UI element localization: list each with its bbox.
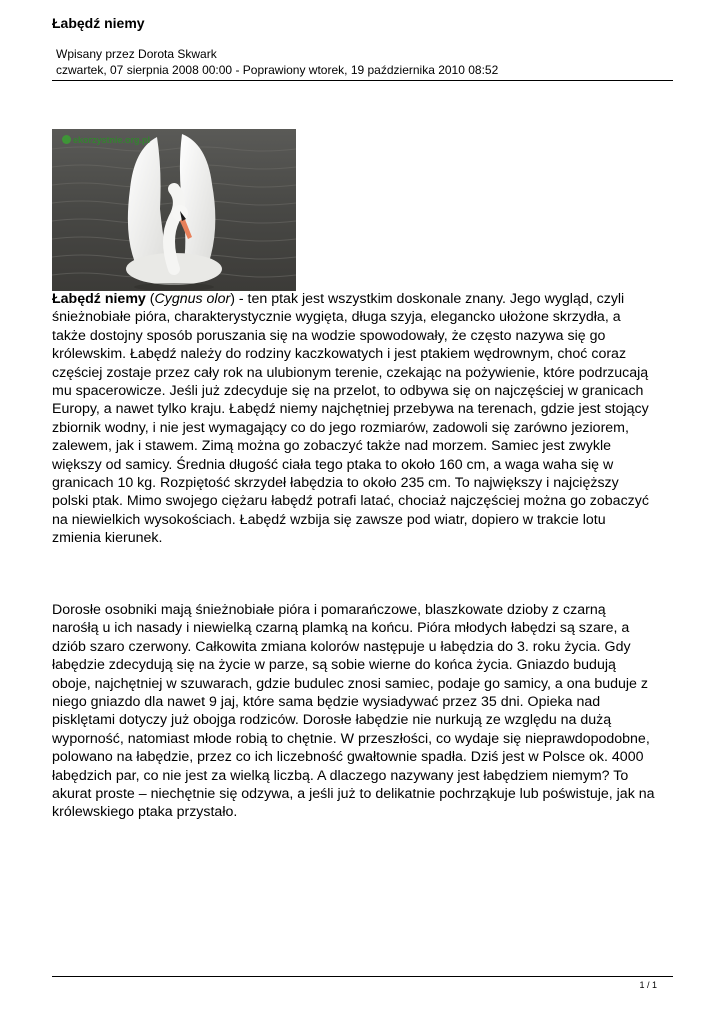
species-name: Łabędź niemy — [52, 291, 146, 307]
date-line: czwartek, 07 sierpnia 2008 00:00 - Poprawiony wtorek, 19 października 2010 08:52 — [56, 63, 499, 77]
text-line: zmienia kierunek. — [52, 530, 163, 547]
text-line: królewskiego ptaka przystało. — [52, 804, 238, 821]
text-line: dziób szaro czerwony. Całkowita zmiana kolorów następuje u łabędzia do 3. roku życia. Gdy — [52, 638, 631, 655]
first-line-text: ) - ten ptak jest wszystkim doskonale znany. Jego wygląd, czyli — [230, 291, 625, 307]
author-line: Wpisany przez Dorota Skwark — [56, 47, 217, 61]
swan-illustration — [52, 129, 296, 291]
article-paragraph-1 — [52, 290, 676, 548]
footer-divider — [52, 976, 673, 977]
text-line: pisklętami dotyczy już obojga rodziców. Dorosłe łabędzie nie nurkują ze względu na dużą — [52, 712, 612, 729]
text-line: polowano na łabędzie, przez co ich liczebność gwałtownie spadła. Dziś jest w Polsce ok. 4000 — [52, 749, 644, 766]
text-line: granicach 10 kg. Rozpiętość skrzydeł łabędzia to około 235 cm. To największy i najcięższy — [52, 475, 619, 492]
watermark-logo — [62, 135, 150, 145]
header-divider — [52, 80, 673, 81]
watermark-text: ekorzystnie.org.pl — [73, 135, 151, 145]
text-line: częściej zostaje przez cały rok na ulubionym terenie, czekając na pożywienie, które podrzucają — [52, 364, 649, 381]
swan-photo — [52, 129, 296, 291]
text-line: królewskim. Łabędź należy do rodziny kaczkowatych i jest ptakiem wędrownym, choć coraz — [52, 346, 627, 363]
text-line: zalewem, jak i stawem. Zimą można go zobaczyć także nad morzem. Samiec jest zwykle — [52, 438, 612, 455]
leaf-icon — [62, 135, 71, 144]
text-line: mu spacerowicze. Jeśli już zdecyduje się na przelot, to odbywa się on najczęściej w granicach — [52, 383, 644, 400]
page-title: Łabędź niemy — [52, 15, 145, 31]
page-number: 1 / 1 — [639, 980, 657, 990]
text-line: Europy, a nawet tylko kraju. Łabędź niemy najchętniej przebywa na terenach, gdzie jest stojący — [52, 401, 649, 418]
text-line: oboje, najchętniej w szuwarach, gdzie budulec znosi samiec, podaje go samicy, a ona buduje z — [52, 675, 648, 692]
text-line: łabędzie zdecydują się na życie w parze, są sobie wierne do końca życia. Gniazdo budują — [52, 657, 616, 674]
text-line: wyporność, natomiast młode robią to chętnie. W przeszłości, co wydaje się nieprawdopodobne, — [52, 730, 650, 747]
open-paren: ( — [145, 291, 155, 307]
text-line: łabędzich par, co nie jest za wielką liczbą. A dlaczego nazywany jest łabędziem niemym? To — [52, 767, 629, 784]
paragraph-1-first-line — [52, 290, 676, 308]
text-line: niego gniazdo dla nawet 9 jaj, które sama będzie wysiadywać przez 35 dni. Opieka nad — [52, 694, 601, 711]
text-line: śnieżnobiałe pióra, charakterystycznie wygięta, długa szyja, elegancko ułożone skrzydła, a — [52, 309, 621, 326]
text-line: Dorosłe osobniki mają śnieżnobiałe pióra i pomarańczowe, blaszkowate dzioby z czarną — [52, 602, 606, 618]
text-line: polski ptak. Mimo swojego ciężaru łabędź potrafi latać, chociaż najczęściej można go zobaczyć — [52, 493, 649, 510]
article-meta — [56, 46, 498, 78]
text-line: zbiornik wodny, i nie jest wymagający co do jego rozmiarów, zadowoli się zarówno jeziorem, — [52, 419, 629, 436]
article-paragraph-2 — [52, 601, 676, 822]
text-line: większy od samicy. Średnia długość ciała tego ptaka to około 160 cm, a waga waha się w — [52, 456, 614, 473]
text-line: na niewielkich wysokościach. Łabędź wzbija się zawsze pod wiatr, dopiero w trakcie lotu — [52, 511, 606, 528]
text-line: narośłą u ich nasady i niewielką czarną plamką na końcu. Pióra młodych łabędzi są szare, a — [52, 620, 630, 637]
latin-name: Cygnus olor — [154, 291, 231, 307]
text-line: także dostojny sposób poruszania się na wodzie spowodowały, że często nazywa się go — [52, 327, 606, 344]
text-line: akurat proste – niechętnie się odzywa, a jeśli już to delikatnie pochrząkuje lub poświstuje, jak na — [52, 786, 655, 803]
